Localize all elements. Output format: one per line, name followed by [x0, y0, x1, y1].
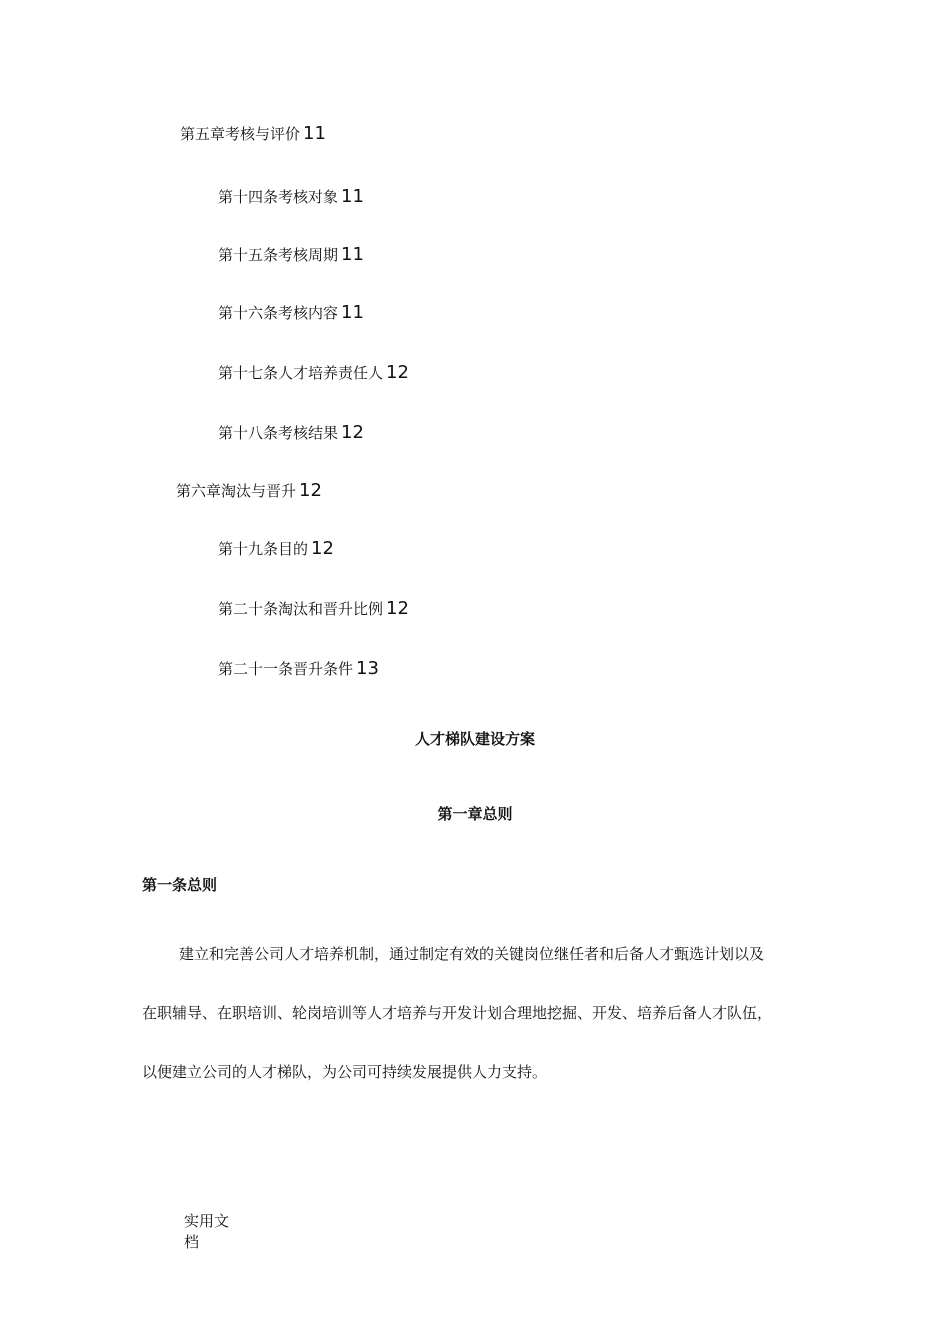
toc-article-18-title: 第十八条考核结果 — [218, 424, 339, 442]
toc-article-15-page: 11 — [341, 244, 364, 265]
toc-article-19-page: 12 — [311, 538, 334, 559]
toc-article-17-title: 第十七条人才培养责任人 — [218, 364, 384, 382]
toc-chapter-5-title: 第五章考核与评价 — [180, 125, 301, 143]
toc-article-20-page: 12 — [386, 598, 409, 619]
toc-article-14-page: 11 — [341, 186, 364, 207]
toc-chapter-6[interactable] — [176, 481, 322, 501]
toc-article-16-page: 11 — [341, 302, 364, 323]
toc-article-16[interactable] — [218, 303, 364, 323]
chapter-title: 第一章总则 — [437, 805, 513, 823]
toc-article-20[interactable] — [218, 599, 409, 619]
toc-chapter-6-page: 12 — [299, 480, 322, 501]
toc-article-17-page: 12 — [386, 362, 409, 383]
toc-chapter-6-title: 第六章淘汰与晋升 — [176, 482, 297, 500]
toc-article-17[interactable] — [218, 363, 409, 383]
toc-article-15[interactable] — [218, 245, 364, 265]
toc-article-20-title: 第二十条淘汰和晋升比例 — [218, 600, 384, 618]
paragraph-line-3: 以便建立公司的人才梯队，为公司可持续发展提供人力支持。 — [142, 1063, 548, 1081]
toc-chapter-5-page: 11 — [303, 123, 326, 144]
toc-article-14[interactable] — [218, 187, 364, 207]
section-heading: 第一条总则 — [142, 876, 218, 894]
toc-article-15-title: 第十五条考核周期 — [218, 246, 339, 264]
toc-article-16-title: 第十六条考核内容 — [218, 304, 339, 322]
toc-article-19[interactable] — [218, 539, 334, 559]
toc-article-21[interactable] — [218, 659, 379, 679]
paragraph-line-2: 在职辅导、在职培训、轮岗培训等人才培养与开发计划合理地挖掘、开发、培养后备人才队伍， — [142, 1004, 773, 1022]
toc-article-21-title: 第二十一条晋升条件 — [218, 660, 354, 678]
toc-chapter-5[interactable] — [180, 124, 326, 144]
paragraph-line-1: 建立和完善公司人才培养机制，通过制定有效的关键岗位继任者和后备人才甄选计划以及 — [179, 945, 765, 963]
toc-article-18[interactable] — [218, 423, 364, 443]
toc-article-18-page: 12 — [341, 422, 364, 443]
toc-article-21-page: 13 — [356, 658, 379, 679]
document-title: 人才梯队建设方案 — [414, 730, 535, 748]
toc-article-14-title: 第十四条考核对象 — [218, 188, 339, 206]
toc-article-19-title: 第十九条目的 — [218, 540, 309, 558]
footer-note: 实用文档 — [184, 1212, 230, 1251]
